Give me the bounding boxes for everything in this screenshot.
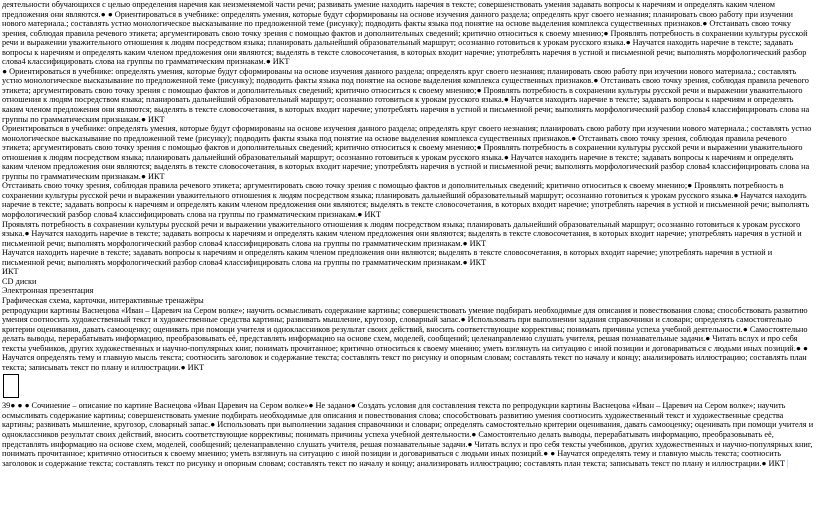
resource-cd-disks: CD диски [2,276,37,286]
paragraph-point-of-view: Отстаивать свою точку зрения, соблюдая правила речевого этикета; аргументировать свою точку зрения с помощью фактов и дополнительных сведений; критично относиться к своему мнению;● Проявлять потребность в сохранении культуры русской речи и выражении уважительного отношения к людям посредством языка; планировать дальнейший образовательный маршрут; осознанно готовиться к урокам русского языка.● Научатся находить наречие в тексте; задавать вопросы к наречиям и определять каким членом предложения они являются; выделять в тексте словосочетания, в которых входит наречие; употреблять наречия в устной и письменной речи; выполнять морфологический разбор слова4 классифицировать слова на группы по грамматическим признакам.● ИКТ [2,181,810,220]
resource-ikt: ИКТ [2,267,19,277]
empty-table-cell [3,374,19,398]
paragraph-painting-description: репродукции картины Васнецова «Иван – Царевич на Сером волке»; научить осмысливать содержание картины; совершенствовать умение подбирать необходимые для описания и повествования слова; способствовать развитию умения соотносить художественный текст и художественные средства картины; развивать мышление, кругозор, словарный запас.● Использовать при выполнении задания справочники и словари; определять самостоятельно критерии оценивания, давать самооценку; оценивать при помощи учителя и одноклассников результат своих действий, вносить соответствующие коррективы; понимать причины успеха учебной деятельности.● Самостоятельно делать выводы, перерабатывать информацию, преобразовывать её, представлять информацию на основе схем, моделей, сообщений; целенаправленно слушать учителя, решая познавательные задачи.● Читать вслух и про себя тексты учебников, других художественных и научно-популярных книг, понимать прочитанное; критично относиться к своему мнению; уметь взглянуть на ситуацию с иной позиции и договариваться с людьми иных позиций.● ● Научатся определять тему и главную мысль текста; соотносить заголовок и содержание текста; составлять текст по рисунку и опорным словам; составлять текст по началу и концу; анализировать иллюстрацию; составлять план текста; записывать текст по плану и иллюстрации.● ИКТ [2,305,808,372]
paragraph-adverb-skills: Научатся находить наречие в тексте; задавать вопросы к наречиям и определять каким членом предложения они являются; выделять в тексте словосочетания, в которых входит наречие; употреблять наречия в устной и письменной речи; выполнять морфологический разбор слова4 классифицировать слова на группы по грамматическим признакам.● ИКТ [2,248,773,267]
paragraph-textbook-orientation: Ориентироваться в учебнике: определять умения, которые будут сформированы на основе изучения данного раздела; определять круг своего незнания; планировать свою работу при изучении нового материала.; составлять устно монологическое высказывание по предложенной теме (рисунку); подводить факты языка под понятие на основе выделения комплекса существенных признаков.● Отстаивать свою точку зрения, соблюдая правила речевого этикета; аргументировать свою точку зрения с помощью фактов и дополнительных сведений; критично относиться к своему мнению;● Проявлять потребность в сохранении культуры русской речи и выражении уважительного отношения к людям посредством языка; планировать дальнейший образовательный маршрут; осознанно готовиться к урокам русского языка.● Научатся находить наречие в тексте; задавать вопросы к наречиям и определять каким членом предложения они являются; выделять в тексте словосочетания, в которых входит наречие; употреблять наречия в устной и письменной речи; выполнять морфологический разбор слова4 классифицировать слова на группы по грамматическим признакам.● ИКТ [2,124,812,181]
resource-presentation: Электронная презентация [2,286,94,296]
paragraph-orientation: ● Ориентироваться в учебнике: определять умения, которые будут сформированы на основе изучения данного раздела; определять круг своего незнания; планировать свою работу при изучении нового материала.; составлять устно монологическое высказывание по предложенной теме (рисунку); подводить факты языка под понятие на основе выделения комплекса существенных признаков.● Отстаивать свою точку зрения, соблюдая правила речевого этикета; аргументировать свою точку зрения с помощью фактов и дополнительных сведений; критично относиться к своему мнению;● Проявлять потребность в сохранении культуры русской речи и выражении уважительного отношения к людям посредством языка; планировать дальнейший образовательный маршрут; осознанно готовиться к урокам русского языка.● Научатся находить наречие в тексте; задавать вопросы к наречиям и определять каким членом предложения они являются; выделять в тексте словосочетания, в которых входит наречие; употреблять наречия в устной и письменной речи; выполнять морфологический разбор слова4 классифицировать слова на группы по грамматическим признакам.● ИКТ [2,66,810,124]
text-cursor [787,459,788,468]
lesson-39-text: 39● ● ● Сочинение – описание по картине Васнецова «Иван Царевич на Сером волке»● Не задано● Создать условия для составления текста по репродукции картины Васнецова «Иван – Царевич на Сером волке»; научить осмысливать содержание картины; совершенствовать умение подбирать необходимые для описания и повествования слова; способствовать развитию умения соотносить художественный текст и художественные средства картины; развивать мышление, кругозор, словарный запас.● Использовать при выполнении задания справочники и словари; определять самостоятельно критерии оценивания, давать самооценку; оценивать при помощи учителя и одноклассников результат своих действий, вносить соответствующие коррективы; понимать причины успеха учебной деятельности.● Самостоятельно делать выводы, перерабатывать информацию, преобразовывать её, представлять информацию на основе схем, моделей, сообщений; целенаправленно слушать учителя, решая познавательные задачи.● Читать вслух и про себя тексты учебников, других художественных и научно-популярных книг, понимать прочитанное; критично относиться к своему мнению; уметь взглянуть на ситуацию с иной позиции и договариваться с людьми иных позиций.● ● Научатся определять тему и главную мысль текста; соотносить заголовок и содержание текста; составлять текст по рисунку и опорным словам; составлять текст по началу и концу; анализировать иллюстрацию; составлять план текста; записывать текст по плану и иллюстрации.● ИКТ [2,401,814,468]
paragraph-lesson-goals: деятельности обучающихся с целью определения наречия как неизменяемой части речи; развивать умение находить наречия в тексте; совершенствовать умения задавать вопросы к наречиям и определять каким членом предложения они являются.● ● Ориентироваться в учебнике: определять умения, которые будут сформированы на основе изучения данного раздела; определять круг своего незнания; планировать свою работу при изучении нового материала.; составлять устно монологическое высказывание по предложенной теме (рисунку); подводить факты языка под понятие на основе выделения комплекса существенных признаков.● Отстаивать свою точку зрения, соблюдая правила речевого этикета; аргументировать свою точку зрения с помощью фактов и дополнительных сведений; критично относиться к своему мнению;● Проявлять потребность в сохранении культуры русской речи и выражении уважительного отношения к людям посредством языка; планировать дальнейший образовательный маршрут; осознанно готовиться к урокам русского языка.● Научатся находить наречие в тексте; задавать вопросы к наречиям и определять каким членом предложения они являются; выделять в тексте словосочетания, в которых входит наречие; употреблять наречия в устной и письменной речи; выполнять морфологический разбор слова4 классифицировать слова на группы по грамматическим признакам.● ИКТ [2,0,808,67]
paragraph-lesson-39 [2,401,814,468]
resource-trainers: Графическая схема, карточки, интерактивные тренажёры [2,295,204,305]
paragraph-speech-culture: Проявлять потребность в сохранении культуры русской речи и выражении уважительного отношения к людям посредством языка; планировать дальнейший образовательный маршрут; осознанно готовиться к урокам русского языка.● Научатся находить наречие в тексте; задавать вопросы к наречиям и определять каким членом предложения они являются; выделять в тексте словосочетания, в которых входит наречие; употреблять наречия в устной и письменной речи; выполнять морфологический разбор слова4 классифицировать слова на группы по грамматическим признакам.● ИКТ [2,219,802,248]
